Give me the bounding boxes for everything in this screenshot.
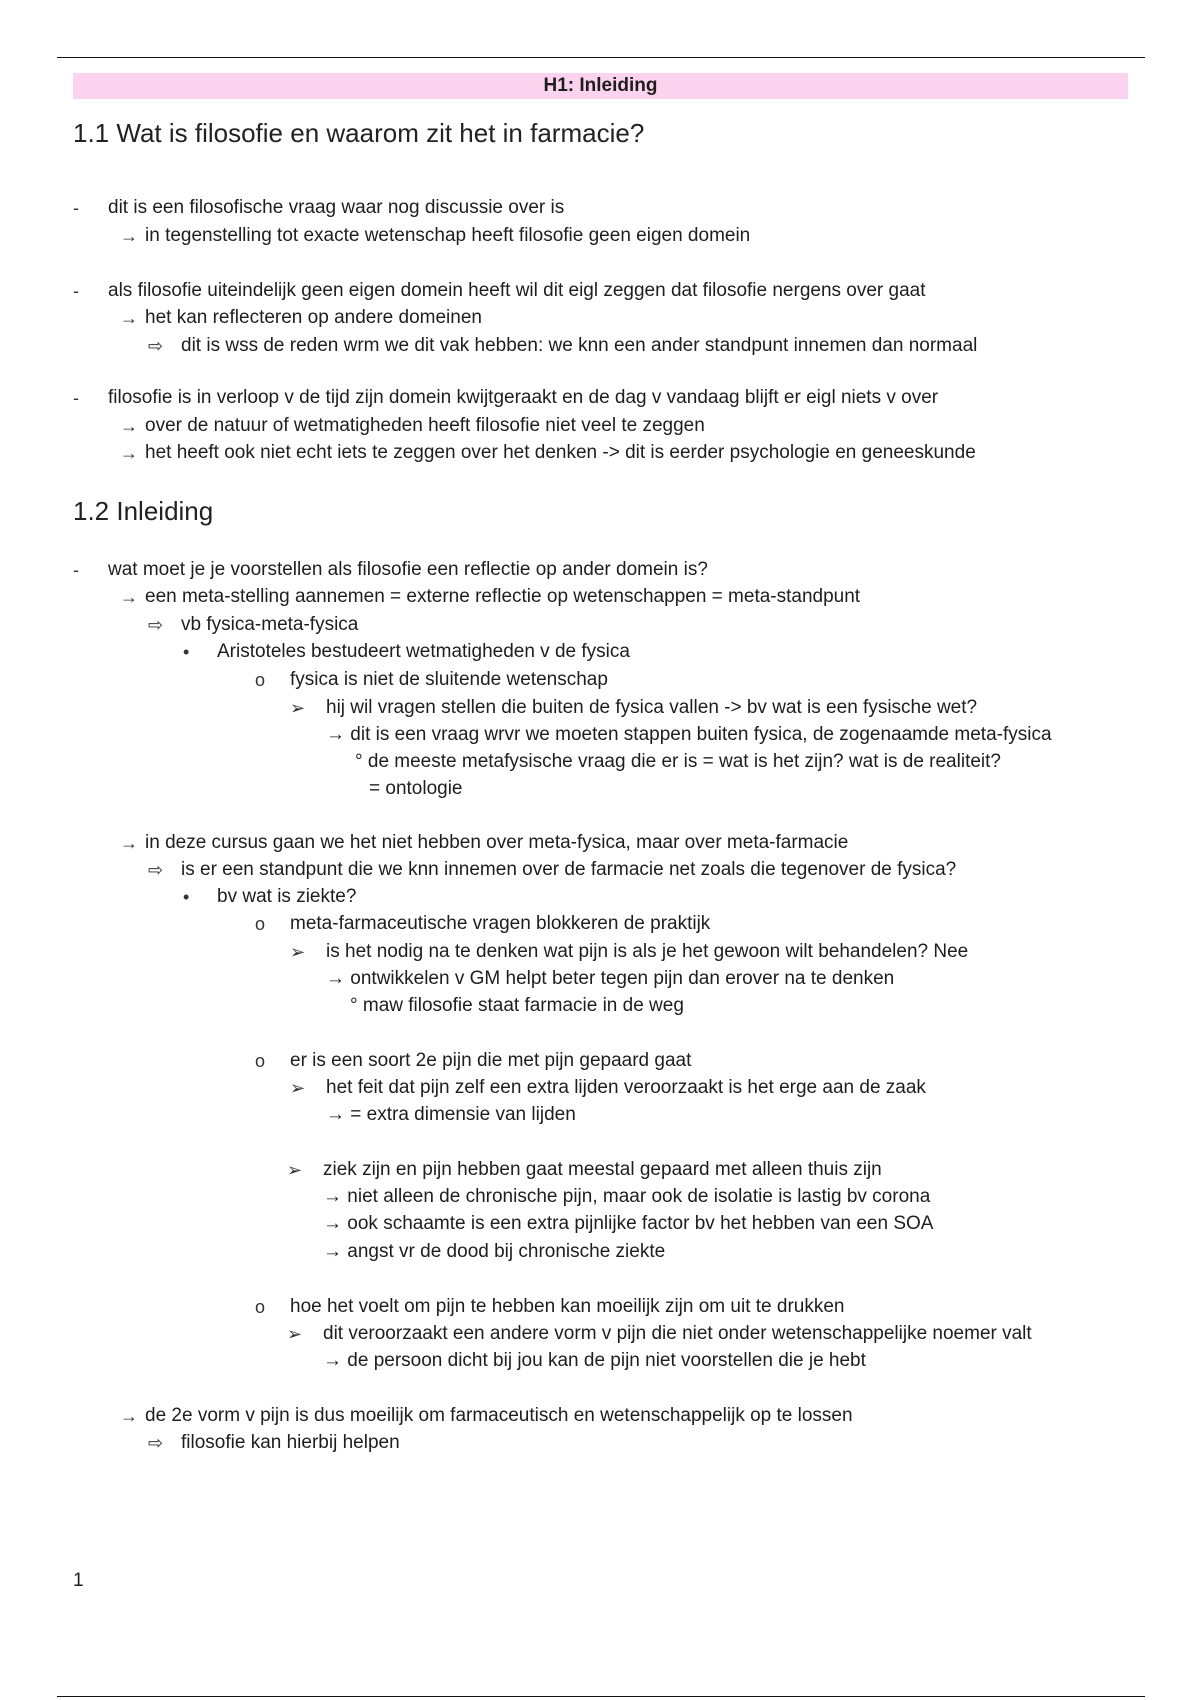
hollow-arrow-marker: ⇨ <box>148 860 164 880</box>
hollow-arrow-marker: ⇨ <box>148 1433 164 1453</box>
list-item: → = extra dimensie van lijden <box>326 1104 576 1125</box>
pointer-marker: ➢ <box>290 698 306 718</box>
list-item: als filosofie uiteindelijk geen eigen domein heeft wil dit eigl zeggen dat filosofie nergens over gaat <box>108 280 926 301</box>
bullet-marker: • <box>183 887 190 907</box>
list-item: in tegenstelling tot exacte wetenschap heeft filosofie geen eigen domein <box>145 225 751 246</box>
list-item: vb fysica-meta-fysica <box>181 614 359 635</box>
circle-marker: o <box>255 670 266 690</box>
list-item: het kan reflecteren op andere domeinen <box>145 307 482 328</box>
circle-marker: o <box>255 1297 266 1317</box>
arrow-marker: → <box>120 443 138 463</box>
list-item: bv wat is ziekte? <box>217 886 357 907</box>
list-item: is er een standpunt die we knn innemen over de farmacie net zoals die tegenover de fysica? <box>181 859 957 880</box>
list-item: er is een soort 2e pijn die met pijn gepaard gaat <box>290 1050 692 1071</box>
list-item: filosofie kan hierbij helpen <box>181 1432 400 1453</box>
arrow-marker: → <box>120 587 138 607</box>
list-item: ° maw filosofie staat farmacie in de weg <box>350 995 684 1016</box>
list-item: dit is een filosofische vraag waar nog discussie over is <box>108 197 565 218</box>
arrow-marker: → <box>120 416 138 436</box>
list-item: wat moet je je voorstellen als filosofie een reflectie op ander domein is? <box>108 559 708 580</box>
list-item: ziek zijn en pijn hebben gaat meestal gepaard met alleen thuis zijn <box>323 1159 882 1180</box>
list-item: → niet alleen de chronische pijn, maar ook de isolatie is lastig bv corona <box>323 1186 931 1207</box>
dash-marker: - <box>73 560 79 580</box>
circle-marker: o <box>255 1051 266 1071</box>
list-item: het heeft ook niet echt iets te zeggen over het denken -> dit is eerder psychologie en geneeskunde <box>145 442 976 463</box>
list-item: ° de meeste metafysische vraag die er is = wat is het zijn? wat is de realiteit? <box>355 751 1001 772</box>
list-item: → ontwikkelen v GM helpt beter tegen pijn dan erover na te denken <box>326 968 895 989</box>
top-rule <box>57 57 1145 58</box>
list-item: is het nodig na te denken wat pijn is als je het gewoon wilt behandelen? Nee <box>326 941 969 962</box>
hollow-arrow-marker: ⇨ <box>148 615 164 635</box>
arrow-marker: → <box>120 1406 138 1426</box>
arrow-marker: → <box>120 833 138 853</box>
bottom-rule <box>57 1696 1145 1697</box>
list-item: het feit dat pijn zelf een extra lijden veroorzaakt is het erge aan de zaak <box>326 1077 926 1098</box>
dash-marker: - <box>73 281 79 301</box>
list-item: Aristoteles bestudeert wetmatigheden v de fysica <box>217 641 630 662</box>
list-item: hij wil vragen stellen die buiten de fysica vallen -> bv wat is een fysische wet? <box>326 697 978 718</box>
list-item: → angst vr de dood bij chronische ziekte <box>323 1241 666 1262</box>
list-item: dit veroorzaakt een andere vorm v pijn die niet onder wetenschappelijke noemer valt <box>323 1323 1032 1344</box>
pointer-marker: ➢ <box>287 1324 303 1344</box>
circle-marker: o <box>255 914 266 934</box>
pointer-marker: ➢ <box>290 1078 306 1098</box>
list-item: = ontologie <box>369 778 463 799</box>
arrow-marker: → <box>120 226 138 246</box>
dash-marker: - <box>73 198 79 218</box>
chapter-header <box>73 73 1128 99</box>
list-item: → dit is een vraag wrvr we moeten stappen buiten fysica, de zogenaamde meta-fysica <box>326 724 1052 745</box>
list-item: in deze cursus gaan we het niet hebben over meta-fysica, maar over meta-farmacie <box>145 832 849 853</box>
list-item: dit is wss de reden wrm we dit vak hebben: we knn een ander standpunt innemen dan normaal <box>181 335 978 356</box>
list-item: de 2e vorm v pijn is dus moeilijk om farmaceutisch en wetenschappelijk op te lossen <box>145 1405 853 1426</box>
pointer-marker: ➢ <box>287 1160 303 1180</box>
list-item: → ook schaamte is een extra pijnlijke factor bv het hebben van een SOA <box>323 1213 934 1234</box>
list-item: filosofie is in verloop v de tijd zijn domein kwijtgeraakt en de dag v vandaag blijft er eigl niets v over <box>108 387 939 408</box>
arrow-marker: → <box>120 308 138 328</box>
list-item: een meta-stelling aannemen = externe reflectie op wetenschappen = meta-standpunt <box>145 586 861 607</box>
section-heading: 1.2 Inleiding <box>73 496 214 526</box>
section-heading: 1.1 Wat is filosofie en waarom zit het in farmacie? <box>73 118 645 148</box>
dash-marker: - <box>73 388 79 408</box>
bullet-marker: • <box>183 642 190 662</box>
list-item: → de persoon dicht bij jou kan de pijn niet voorstellen die je hebt <box>323 1350 866 1371</box>
list-item: hoe het voelt om pijn te hebben kan moeilijk zijn om uit te drukken <box>290 1296 845 1317</box>
list-item: fysica is niet de sluitende wetenschap <box>290 669 608 690</box>
page-number: 1 <box>73 1570 84 1591</box>
chapter-title: H1: Inleiding <box>543 75 658 96</box>
hollow-arrow-marker: ⇨ <box>148 336 164 356</box>
list-item: meta-farmaceutische vragen blokkeren de praktijk <box>290 913 711 934</box>
list-item: over de natuur of wetmatigheden heeft filosofie niet veel te zeggen <box>145 415 705 436</box>
pointer-marker: ➢ <box>290 942 306 962</box>
